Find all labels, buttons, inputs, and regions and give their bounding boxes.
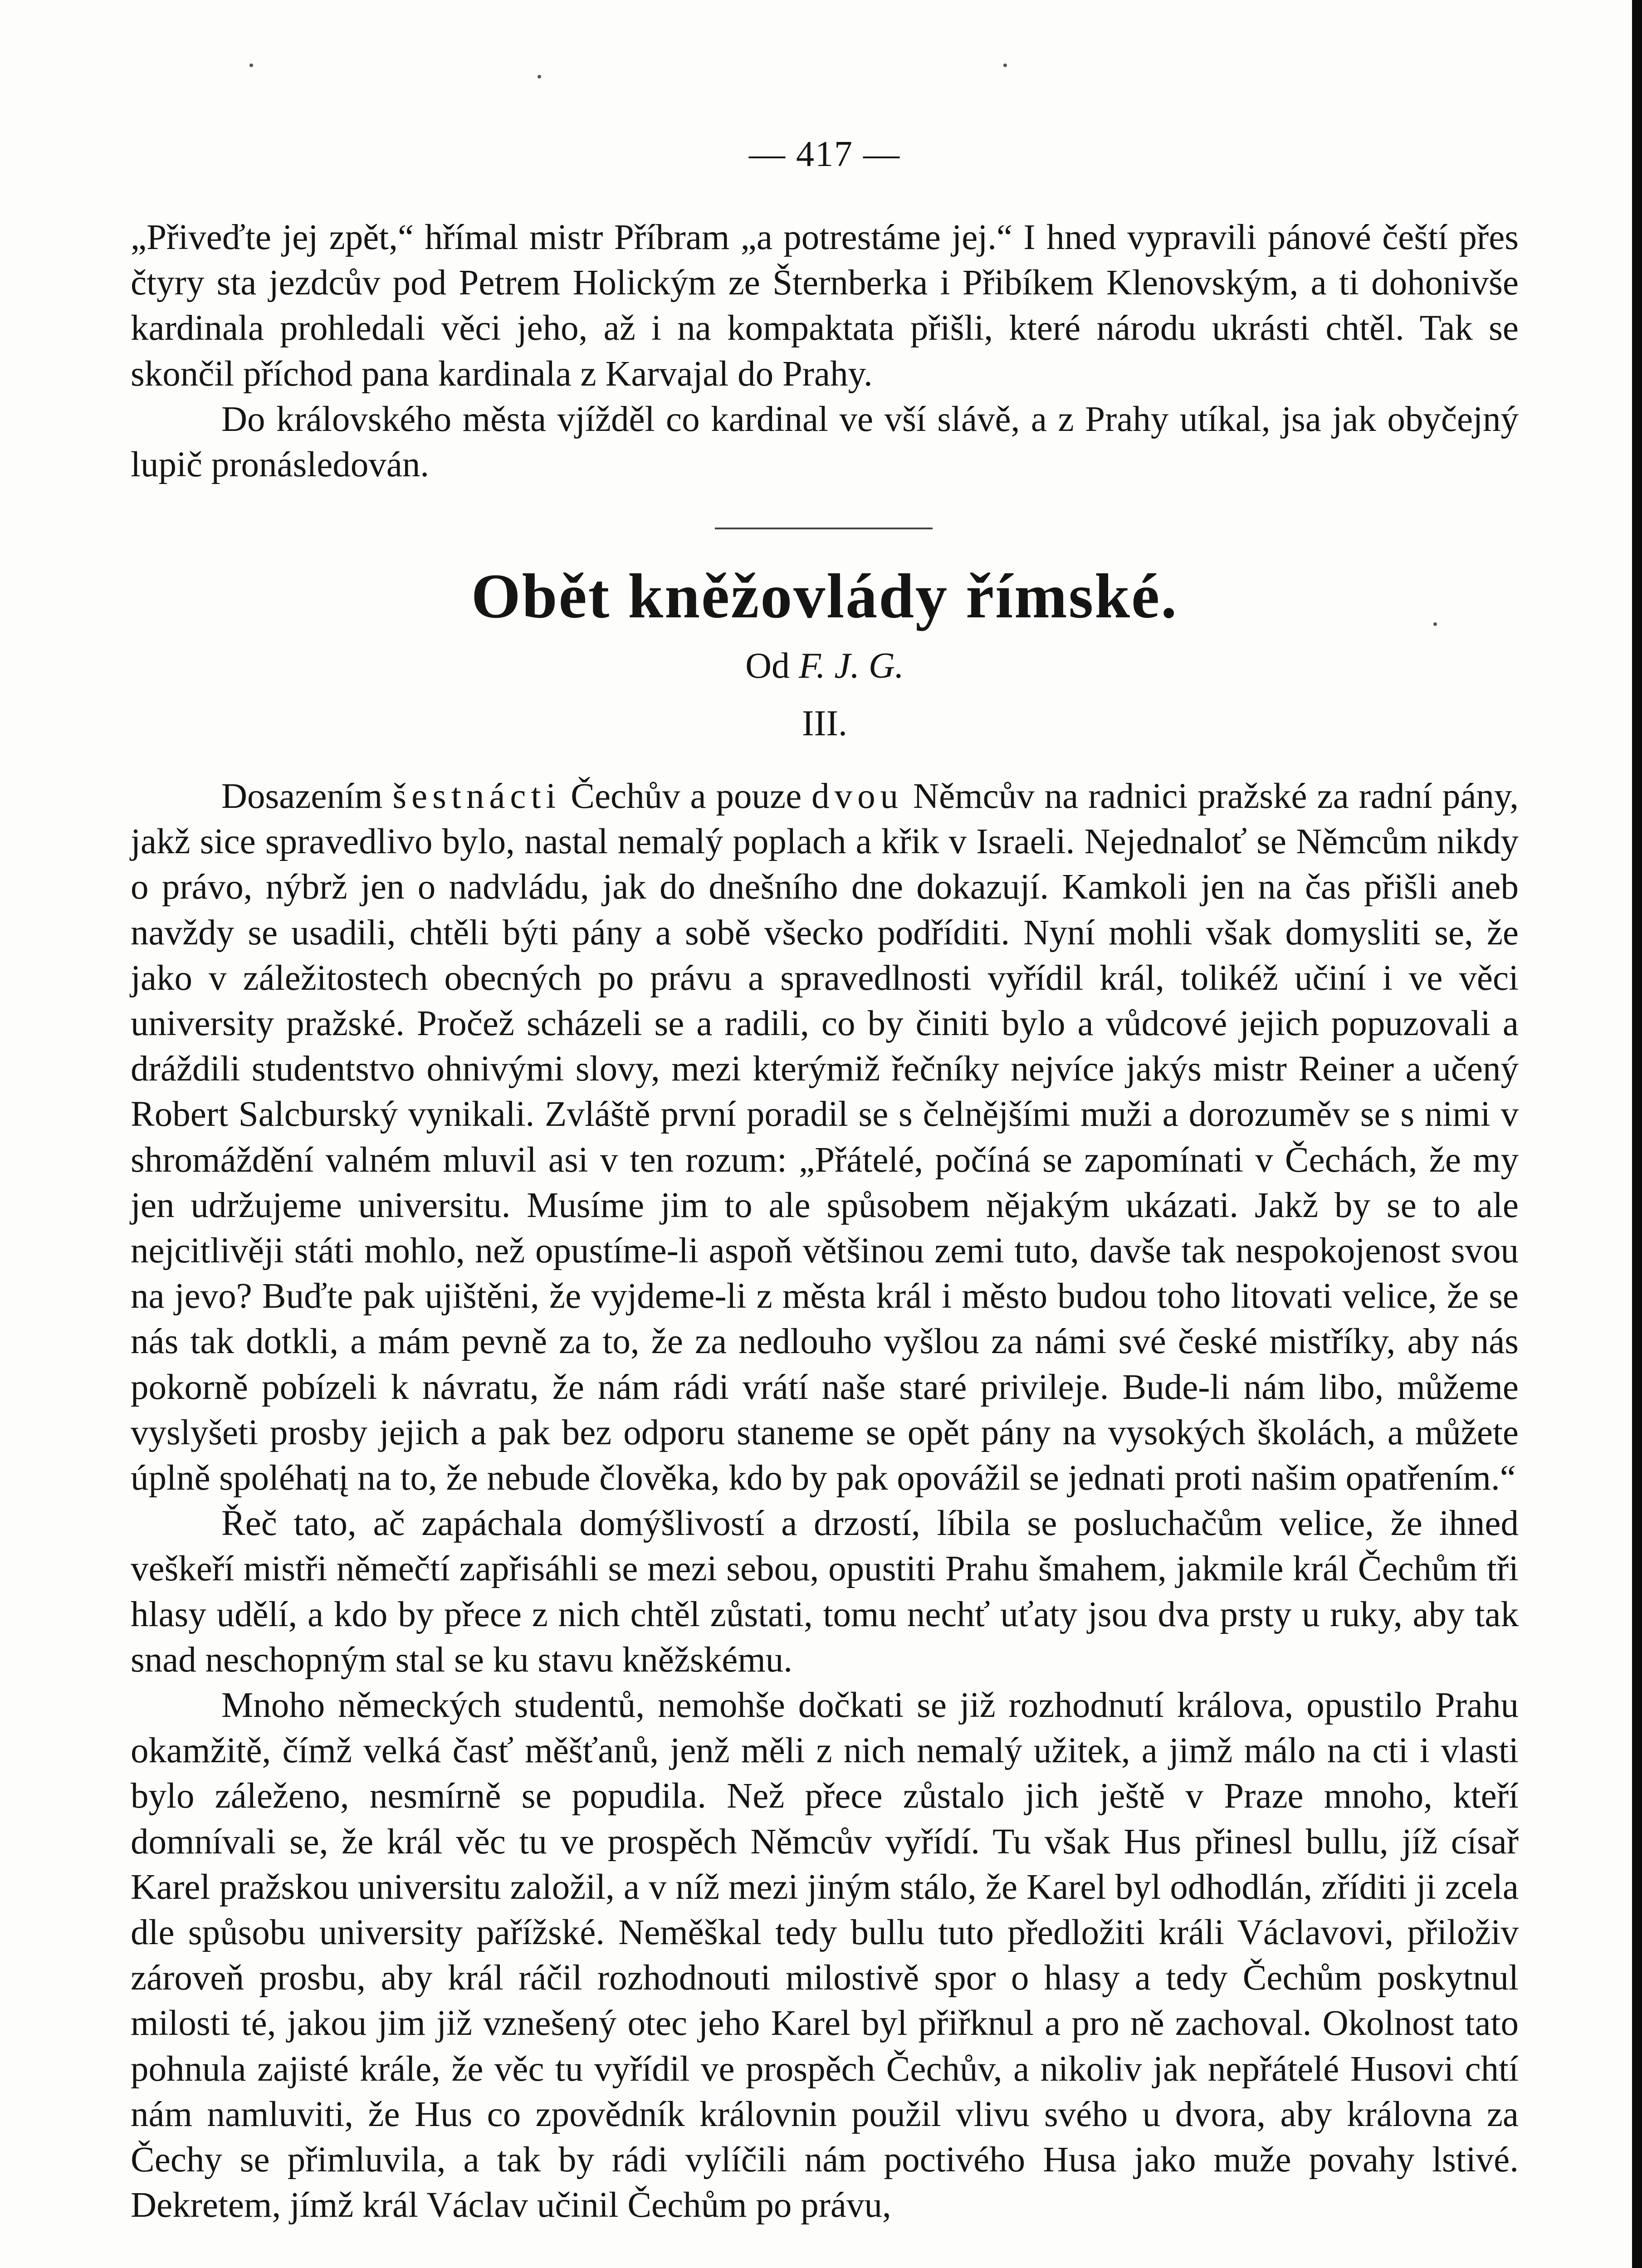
intro-paragraph-2: Do královského města vjížděl co kardinal ve vší slávě, a z Prahy utíkal, jsa jak obyčejný lupič pronásledován. [131,399,1519,485]
body-paragraph-2: Řeč tato, ač zapáchala domýšlivostí a drzostí, líbila se posluchačům velice, že ihned veškeří mistři němečtí zapřisáhli se mezi sebou, opustiti Prahu šmahem, jakmile král Čechům tři hlasy udělí, a kdo by přece z nich chtěl zůstati, tomu nechť uťaty jsou dva prsty u ruky, aby tak snad neschopným stal se ku stavu kněžskému. [131,1504,1519,1680]
body-paragraph-3: Mnoho německých studentů, nemohše dočkati se již rozhodnutí králova, opustilo Prahu okamžitě, čímž velká časť měšťanů, jenž měli z nich nemalý užitek, a jimž málo na cti i vlasti bylo záleženo, nesmírně se popudila. Než přece zůstalo jich ještě v Praze mnoho, kteří domnívali se, že král věc tu ve prospěch Němcův vyřídí. Tu však Hus přinesl bullu, jíž císař Karel pražskou universitu založil, a v níž mezi jiným stálo, že Karel byl odhodlán, zříditi ji zcela dle spůsobu university pařížské. Neměškal tedy bullu tuto předložiti králi Václavovi, přiloživ zároveň prosbu, aby král ráčil rozhodnouti milostivě spor o hlasy a tedy Čechům poskytnul milosti té, jakou jim již vznešený otec jeho Karel byl přiřknul a pro ně zachoval. Okolnost tato pohnula zajisté krále, že věc tu vyřídil ve prospěch Čechův, a nikoliv jak nepřátelé Husovi chtí nám namluviti, že Hus co zpovědník královnin použil vlivu svého u dvora, aby královna za Čechy se přimluvila, a tak by rádi vylíčili nám poctivého Husa jako muže povahy lstivé. Dekretem, jímž král Václav učinil Čechům po právu, [131,1686,1519,2225]
body-text: Čechův a pouze [561,777,812,816]
speck-mark [538,75,541,78]
author-prefix: Od [745,646,790,686]
body-text: Němcův na radnici pražské za radní pány, jakž sice spravedlivo bylo, nastal nemalý poplach a křik v Israeli. Nejednaloť se Němcům nikdy o právo, nýbrž jen o nadvládu, jak do dnešního dne dokazují. Kamkoli jen na čas přišli aneb navždy se usadili, chtěli býti pány a sobě všecko podříditi. Nyní mohli však domysliti se, že jako v záležitostech obecných po právu a spravedlnosti vyřídil král, tolikéž učiní i ve věci university pražské. Pročež scházeli se a radili, co by činiti bylo a vůdcové jejich popuzovali a dráždili studentstvo ohnivými slovy, mezi kterýmiž řečníky nejvíce jakýs mistr Reiner a učený Robert Salcburský vynikali. Zvláště první poradil se s čelnějšími muži a dorozuměv se s nimi v shromáždění valném mluvil asi v ten rozum: „Přátelé, počíná se zapomínati v Čechách, že my jen udržujeme universitu. Musíme jim to ale spůsobem nějakým ukázati. Jakž by se to ale nejcitlivěji státi mohlo, než opustíme-li aspoň většinou zemi tuto, davše tak nespokojenost svou na jevo? Buďte pak ujištěni, že vyjdeme-li z města král i město budou toho litovati velice, že se nás tak dotkli, a mám pevně za to, že za nedlouho vyšlou za námi své české mistříky, aby nás pokorně pobízeli k návratu, že nám rádi vrátí naše staré privileje. Bude-li nám libo, můžeme vyslyšeti prosby jejich a pak bez odporu staneme se opět pány na vysokých školách, a můžete úplně spoléhatį na to, že nebude člověka, kdo by pak opovážil se jednati proti našim opatřením.“ [131,777,1519,1498]
article-author [131,643,1519,689]
intro-block [131,215,1519,488]
speck-mark [249,64,253,67]
intro-paragraph-1: „Přiveďte jej zpět,“ hřímal mistr Příbram „a potrestáme jej.“ I hned vypravili pánové čeští přes čtyry sta jezdcův pod Petrem Holickým ze Šternberka i Přibíkem Klenovským, a ti dohonivše kardinala prohledali věci jeho, až i na kompaktata přišli, které národu ukrásti chtěl. Tak se skončil příchod pana kardinala z Karvajal do Prahy. [131,218,1519,394]
article-body [131,774,1519,2229]
section-divider [715,528,933,529]
speck-mark [1003,64,1007,67]
page-number: — 417 — [749,134,900,174]
author-initials: F. J. G. [798,646,904,686]
section-number: III. [802,704,847,743]
emphasized-word: šestnácti [392,777,561,816]
emphasized-word: dvou [811,777,904,816]
article-title: Obět kněžovlády římské. [471,561,1178,631]
body-paragraph-1 [131,774,1519,1501]
body-text: Dosazením [221,777,393,816]
